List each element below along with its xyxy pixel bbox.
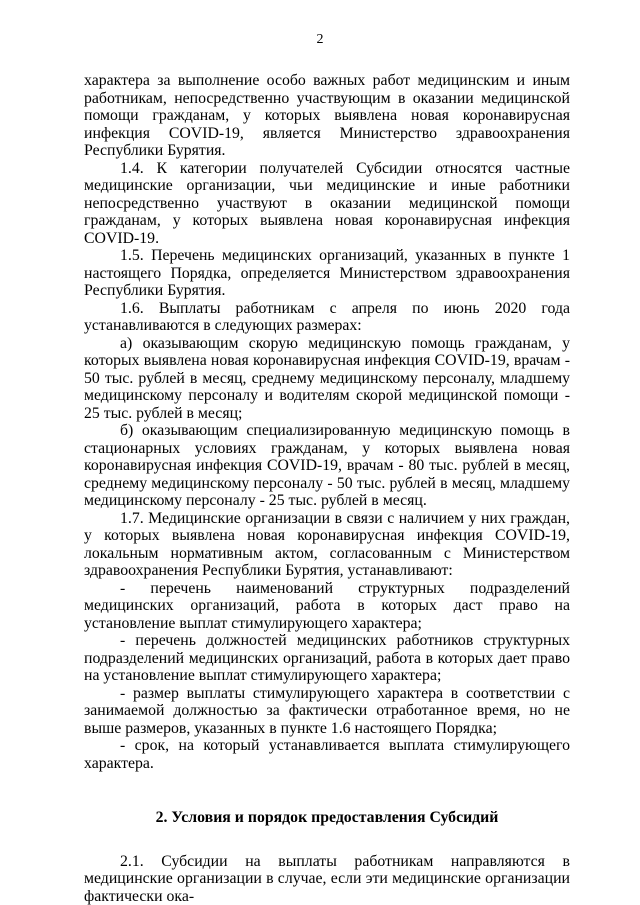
paragraph-1-6-b: б) оказывающим специализированную медицинскую помощь в стационарных условиях гражданам, у которых выявлена новая коронавирусная инфекция COVID-19, врачам - 80 тыс. рублей в месяц, среднему медицинскому персоналу - 50 тыс. рублей в месяц, младшему медицинскому персоналу - 25 тыс. рублей в месяц. — [84, 422, 570, 509]
paragraph-1-5: 1.5. Перечень медицинских организаций, указанных в пункте 1 настоящего Порядка, определяется Министерством здравоохранения Республики Бурятия. — [84, 247, 570, 299]
paragraph-1-6: 1.6. Выплаты работникам с апреля по июнь 2020 года устанавливаются в следующих размерах: — [84, 299, 570, 334]
paragraph-continuation: характера за выполнение особо важных работ медицинским и иным работникам, непосредственно участвующим в оказании медицинской помощи гражданам, у которых выявлена новая коронавирусная инфекция COVID-19, является Министерство здравоохранения Республики Бурятия. — [84, 72, 570, 159]
page-number: 2 — [316, 32, 324, 47]
section-heading: 2. Условия и порядок предоставления Субсидий — [155, 809, 499, 826]
document-body — [84, 72, 570, 905]
list-item-payment-size: - размер выплаты стимулирующего характера в соответствии с занимаемой должностью за фактически отработанное время, но не выше размеров, указанных в пункте 1.6 настоящего Порядка; — [84, 684, 570, 737]
paragraph-1-6-a: а) оказывающим скорую медицинскую помощь гражданам, у которых выявлена новая коронавирусная инфекция COVID-19, врачам - 50 тыс. рублей в месяц, среднему медицинскому персоналу, младшему медицинскому персоналу и водителям скорой медицинской помощи - 25 тыс. рублей в месяц; — [84, 334, 570, 422]
paragraph-2-1: 2.1. Субсидии на выплаты работникам направляются в медицинские организации в случае, если эти медицинские организации фактически ока- — [84, 852, 570, 905]
list-item-departments: - перечень наименований структурных подразделений медицинских организаций, работа в которых даст право на установление выплат стимулирующего характера; — [84, 579, 570, 632]
paragraph-1-4: 1.4. К категории получателей Субсидии относятся частные медицинские организации, чьи медицинские и иные работники непосредственно участвуют в оказании медицинской помощи гражданам, у которых выявлена новая коронавирусная инфекция COVID-19. — [84, 159, 570, 247]
list-item-term: - срок, на который устанавливается выплата стимулирующего характера. — [84, 737, 570, 772]
list-item-positions: - перечень должностей медицинских работников структурных подразделений медицинских организаций, работа в которых дает право на установление выплат стимулирующего характера; — [84, 632, 570, 684]
paragraph-1-7: 1.7. Медицинские организации в связи с наличием у них граждан, у которых выявлена новая коронавирусная инфекция COVID-19, локальным нормативным актом, согласованным с Министерством здравоохранения Республики Бурятия, устанавливают: — [84, 509, 570, 579]
